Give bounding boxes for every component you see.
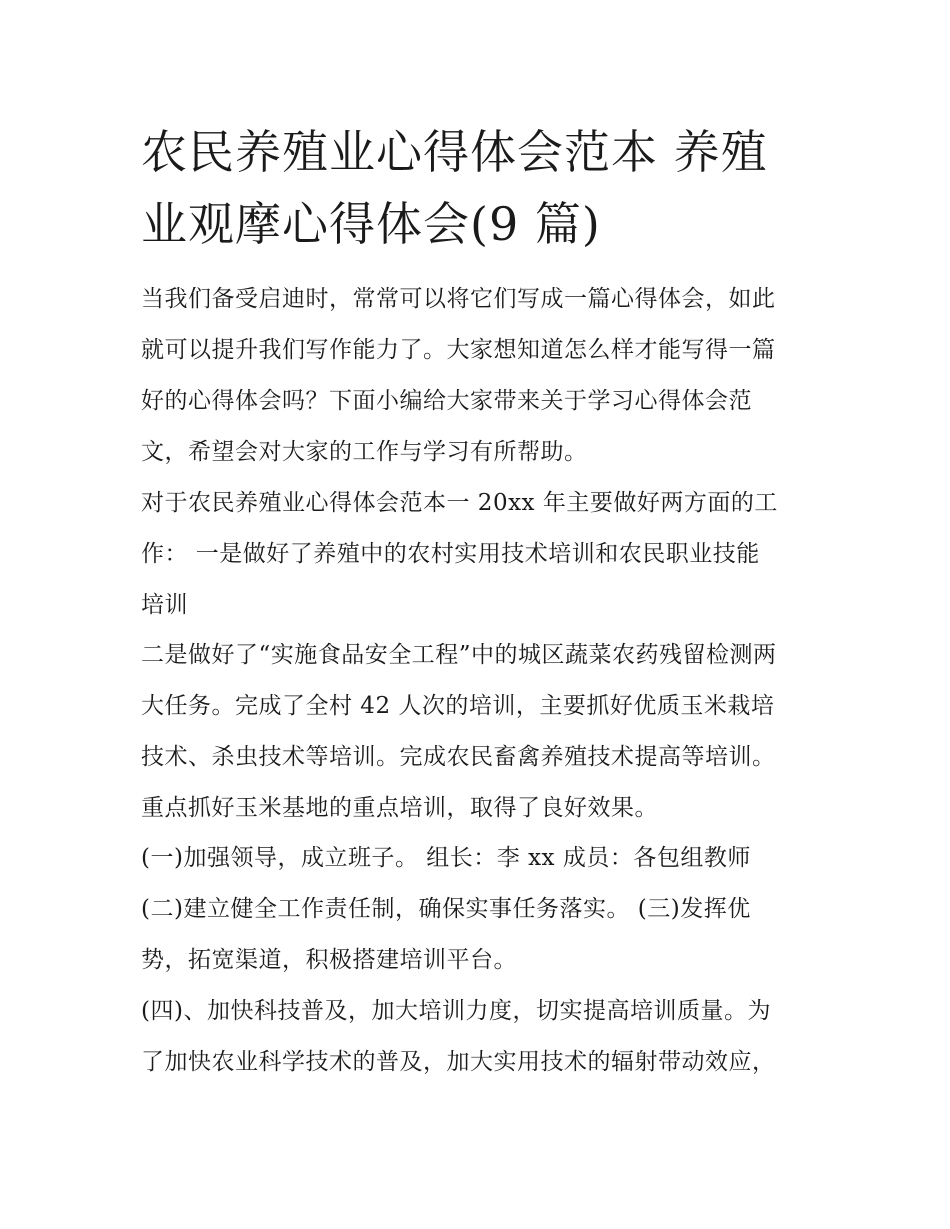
text-line: (一)加强领导，成立班子。 组长：李 xx 成员：各包组教师 <box>141 845 751 871</box>
text-line: 作： 一是做好了养殖中的农村实用技术培训和农民职业技能 <box>141 541 760 567</box>
text-line: 技术、杀虫技术等培训。完成农民畜禽养殖技术提高等培训。 <box>141 744 776 770</box>
item-two-paragraph <box>141 884 821 986</box>
text-line: 培训 <box>141 592 188 618</box>
text-line: 二是做好了“实施食品安全工程”中的城区蔬菜农药残留检测两 <box>141 642 777 668</box>
text-line: 对于农民养殖业心得体会范本一 20xx 年主要做好两方面的工 <box>141 490 778 516</box>
text-line: 当我们备受启迪时，常常可以将它们写成一篇心得体会，如此 <box>141 286 776 312</box>
item-one-paragraph <box>141 833 821 884</box>
title-line-1: 农民养殖业心得体会范本 养殖 <box>141 125 768 179</box>
text-line: (四)、加快科技普及，加大培训力度，切实提高培训质量。为 <box>141 998 771 1024</box>
text-line: 好的心得体会吗？下面小编给大家带来关于学习心得体会范 <box>141 388 752 414</box>
document-title <box>141 116 821 260</box>
intro-paragraph <box>141 274 821 478</box>
section-two-paragraph <box>141 630 821 834</box>
text-line: 了加快农业科学技术的普及，加大实用技术的辐射带动效应， <box>141 1049 776 1075</box>
text-line: 势，拓宽渠道，积极搭建培训平台。 <box>141 947 517 973</box>
section-one-paragraph <box>141 478 821 631</box>
item-four-paragraph <box>141 986 821 1088</box>
text-line: (二)建立健全工作责任制，确保实事任务落实。 (三)发挥优 <box>141 896 751 922</box>
text-line: 重点抓好玉米基地的重点培训，取得了良好效果。 <box>141 795 658 821</box>
text-line: 文，希望会对大家的工作与学习有所帮助。 <box>141 439 588 465</box>
text-line: 大任务。完成了全村 42 人次的培训，主要抓好优质玉米栽培 <box>141 693 775 719</box>
text-line: 就可以提升我们写作能力了。大家想知道怎么样才能写得一篇 <box>141 337 776 363</box>
title-line-2: 业观摩心得体会(9 篇) <box>141 197 601 251</box>
